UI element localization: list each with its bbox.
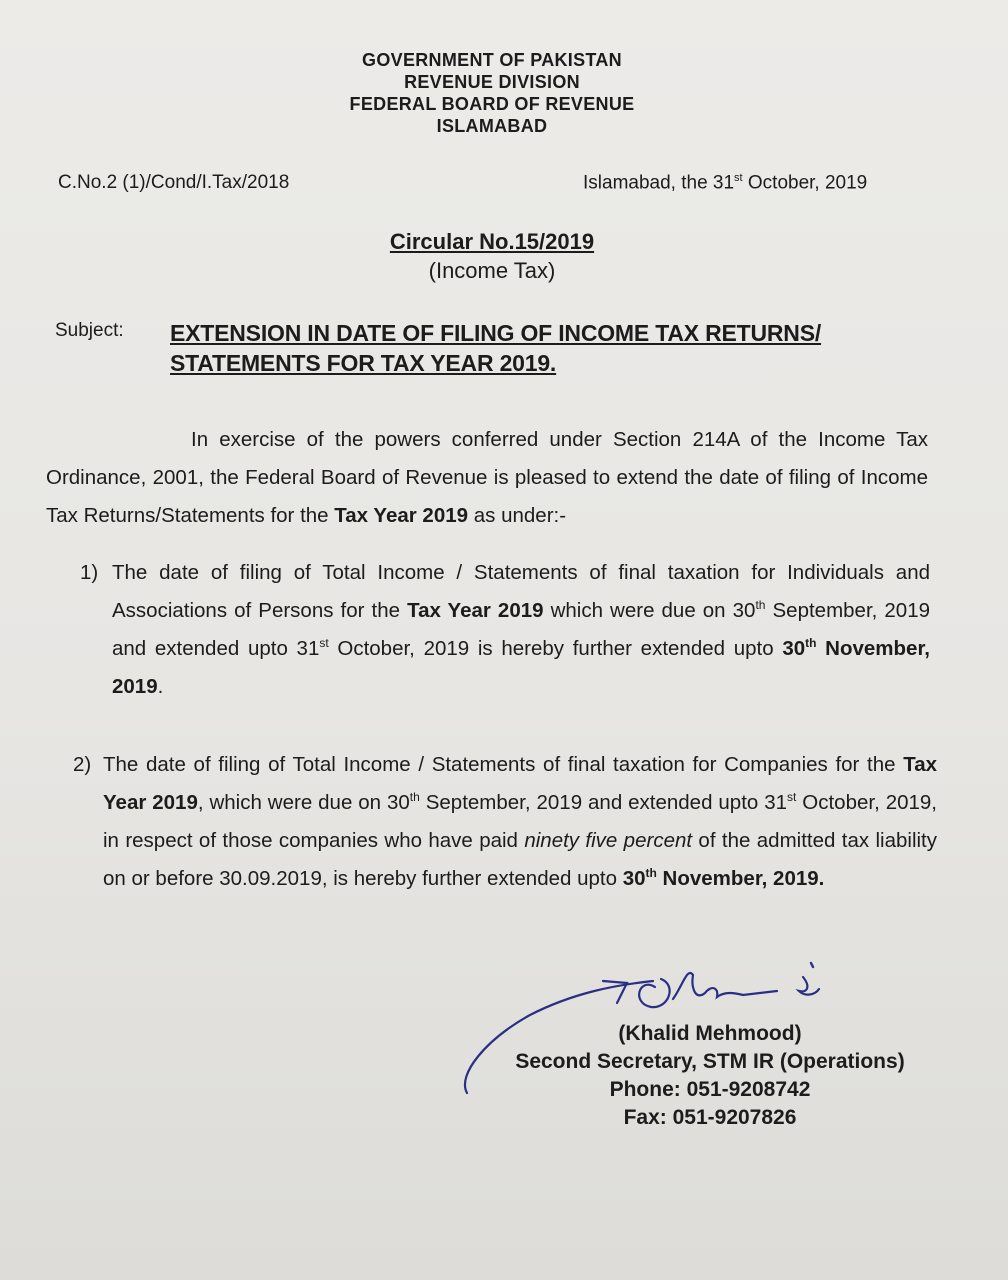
item2-number: 2)	[73, 753, 92, 776]
item2-t2: , which were due on 30	[197, 791, 410, 814]
item2-t5: of the admitted tax liability on or before 30.09.2019, is hereby further extended upto	[103, 829, 937, 890]
subject-label: Subject:	[55, 320, 124, 341]
item1-s3: th	[805, 636, 817, 651]
item1-s2: st	[319, 636, 329, 651]
signatory-designation: Second Secretary, STM IR (Operations)	[515, 1050, 905, 1073]
header-line-city: ISLAMABAD	[436, 116, 548, 136]
item1-b1: Tax Year 2019	[407, 599, 544, 622]
circular-subtitle: (Income Tax)	[428, 258, 556, 283]
item1-t2: which were due on 30	[543, 599, 756, 622]
intro-text-b: as under:-	[468, 504, 567, 527]
intro-bold: Tax Year 2019	[334, 504, 469, 527]
item2-s1: th	[409, 790, 420, 805]
item1-s1: th	[755, 598, 766, 613]
item2-paragraph	[103, 746, 937, 898]
item2-t4: October, 2019, in respect of those companies who have paid	[103, 791, 937, 852]
header-line-board: FEDERAL BOARD OF REVENUE	[349, 94, 635, 114]
signatory-block	[480, 1020, 940, 1132]
subject-text: EXTENSION IN DATE OF FILING OF INCOME TAX RETURNS/ STATEMENTS FOR TAX YEAR 2019.	[170, 320, 822, 376]
intro-text-a: In exercise of the powers conferred under Section 214A of the Income Tax Ordinance, 2001, the Federal Board of Revenue is pleased to extend the date of filing of Income Tax Returns/Statements for the	[46, 428, 928, 527]
item2-b2b: November, 2019.	[656, 867, 825, 890]
place-date-sup: st	[734, 172, 743, 184]
place-date	[583, 172, 867, 194]
signatory-phone: Phone: 051-9208742	[609, 1078, 811, 1101]
reference-number: C.No.2 (1)/Cond/I.Tax/2018	[58, 172, 290, 193]
item1-t4: October, 2019 is hereby further extended upto	[328, 637, 783, 660]
place-date-suffix: October, 2019	[742, 172, 868, 194]
item2-italic: ninety five percent	[524, 829, 693, 852]
header-line-government: GOVERNMENT OF PAKISTAN	[362, 50, 622, 70]
item2-b2a: 30	[622, 867, 646, 890]
item1-t3: September, 2019 and extended upto 31	[112, 599, 930, 660]
signatory-fax: Fax: 051-9207826	[623, 1106, 797, 1129]
item2-b1: Tax Year 2019	[103, 753, 937, 814]
item2-s2: st	[787, 790, 797, 805]
header-line-division: REVENUE DIVISION	[404, 72, 580, 92]
item2-t1: The date of filing of Total Income / Statements of final taxation for Companies for the	[103, 753, 904, 776]
item1-paragraph	[112, 554, 930, 706]
place-date-prefix: Islamabad, the 31	[583, 172, 735, 194]
item1-b2a: 30	[782, 637, 806, 660]
circular-title: Circular No.15/2019	[389, 229, 595, 254]
item2-t3: September, 2019 and extended upto 31	[419, 791, 788, 814]
item1-t5: .	[157, 675, 164, 698]
item1-b2b: November, 2019	[112, 637, 930, 698]
intro-paragraph	[46, 421, 928, 535]
item2-s3: th	[645, 866, 657, 881]
signatory-name: (Khalid Mehmood)	[618, 1022, 802, 1045]
item1-number: 1)	[80, 561, 99, 584]
item1-t1: The date of filing of Total Income / Statements of final taxation for Individuals and Associations of Persons for the	[112, 561, 930, 622]
